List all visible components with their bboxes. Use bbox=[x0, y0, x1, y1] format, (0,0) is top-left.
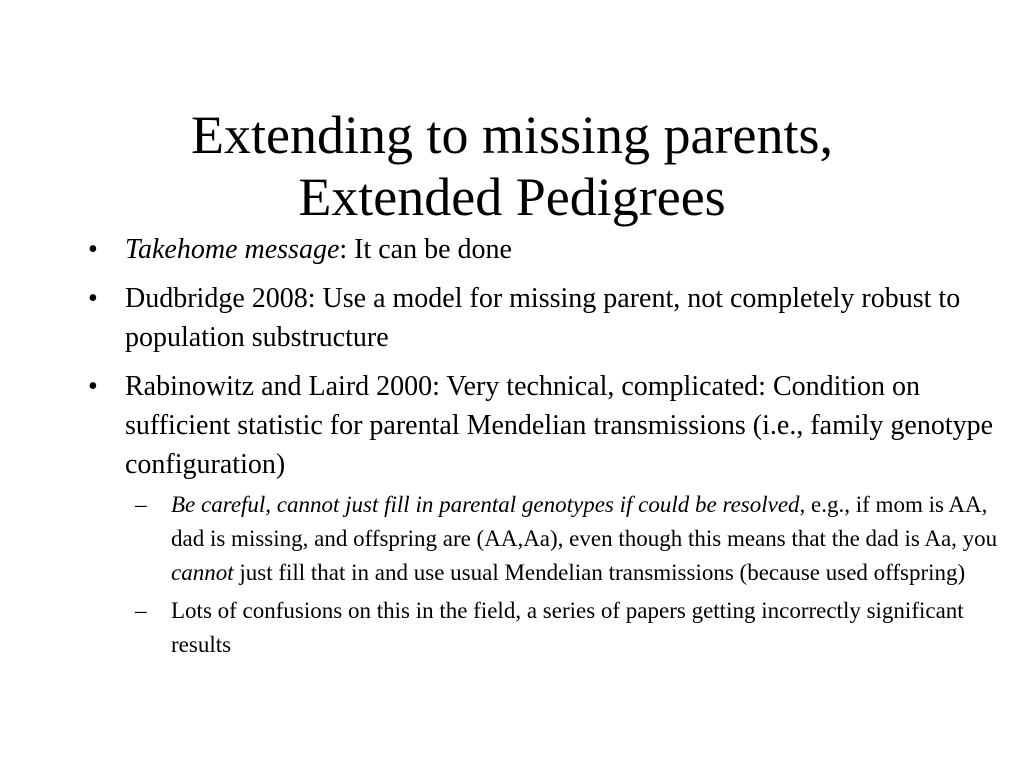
dash-glyph: – bbox=[135, 598, 147, 623]
subbullet-italic-text: Be careful, cannot just fill in parental genotypes if could be resolved bbox=[171, 492, 800, 517]
bullet-text: Rabinowitz and Laird 2000: Very technical, complicated: Condition on sufficient statistic for parental Mendelian transmissions (i.e., family genotype configuration) bbox=[125, 371, 994, 480]
bullet-item-dudbridge bbox=[88, 279, 998, 357]
subbullet-text: , e.g., if mom is AA, dad is missing, and offspring are (AA,Aa), even though this means that the dad is Aa, you bbox=[171, 492, 998, 551]
subbullet-item-confusions bbox=[135, 594, 998, 662]
bullet-italic-text: Takehome message bbox=[125, 234, 340, 265]
bullet-glyph: • bbox=[88, 283, 98, 314]
bullet-text: : It can be done bbox=[339, 234, 512, 265]
bullet-item-takehome bbox=[88, 230, 998, 269]
bullet-text: Dudbridge 2008: Use a model for missing parent, not completely robust to population substructure bbox=[125, 283, 961, 353]
slide-title bbox=[0, 104, 1024, 228]
subbullet-text: Lots of confusions on this in the field, a series of papers getting incorrectly significant results bbox=[171, 598, 964, 657]
dash-glyph: – bbox=[135, 492, 147, 517]
bullet-item-rabinowitz bbox=[88, 367, 998, 484]
slide-body bbox=[88, 230, 998, 666]
bullet-glyph: • bbox=[88, 371, 98, 402]
subbullet-text-end: just fill that in and use usual Mendelian transmissions (because used offspring) bbox=[233, 560, 966, 585]
title-line-2: Extended Pedigrees bbox=[298, 167, 726, 228]
subbullet-italic-cannot: cannot bbox=[171, 560, 234, 585]
subbullet-item-be-careful bbox=[135, 488, 998, 590]
bullet-glyph: • bbox=[88, 234, 98, 265]
title-line-1: Extending to missing parents, bbox=[191, 105, 833, 166]
